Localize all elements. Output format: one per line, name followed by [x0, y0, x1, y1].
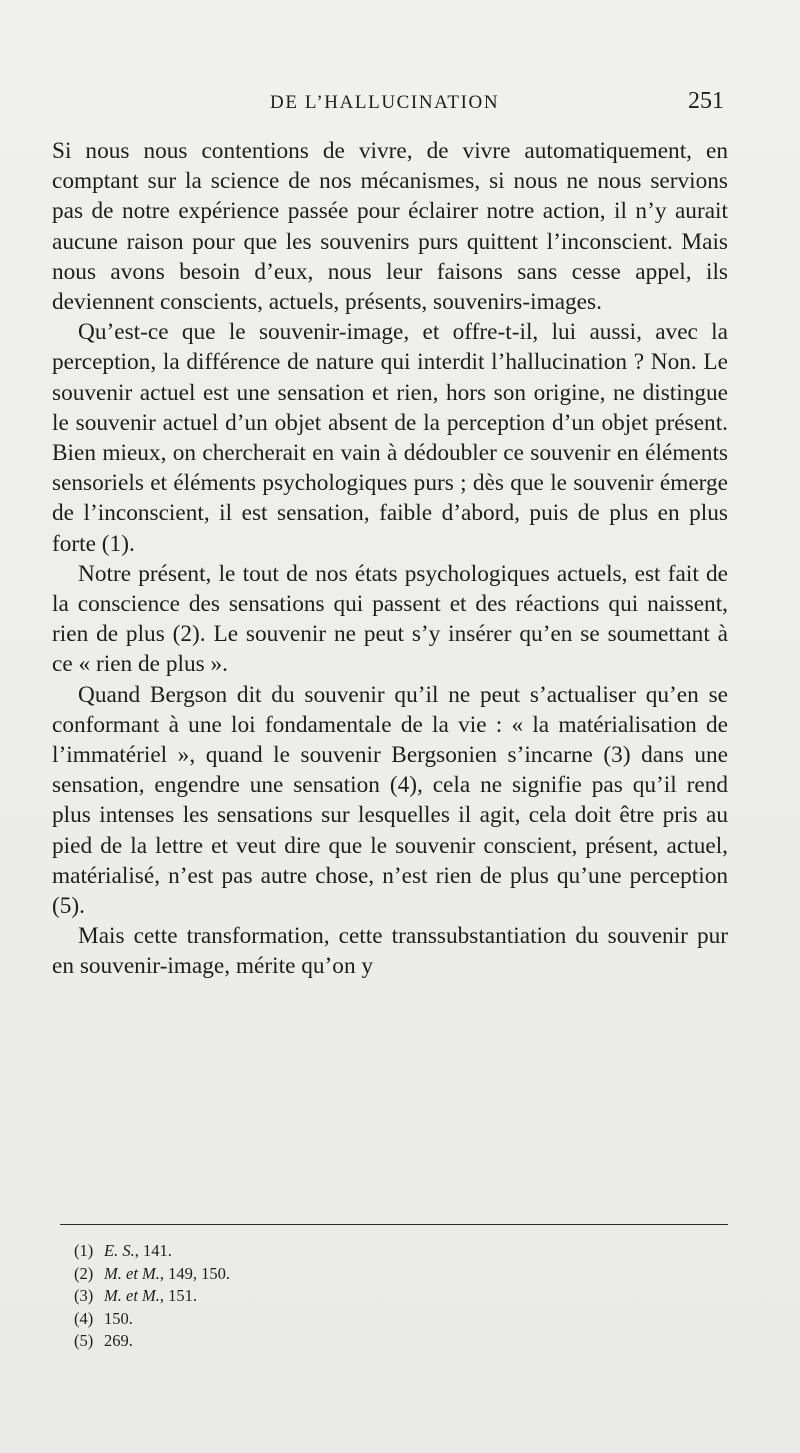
footnote-1 [74, 1240, 474, 1263]
footnote-mark: (1) [74, 1241, 94, 1260]
footnote-3 [74, 1285, 474, 1308]
footnote-text [104, 1263, 230, 1286]
page-number: 251 [688, 88, 724, 114]
footnote-mark: (5) [74, 1331, 94, 1351]
paragraph-3: Notre présent, le tout de nos états psychologiques actuels, est fait de la conscience des sensations qui passent et des réactions qui naissent, rien de plus (2). Le souvenir ne peut s’y insérer qu’en se soumettant à ce « rien de plus ». [52, 560, 728, 678]
footnote-text [104, 1240, 172, 1263]
paragraph-1: Si nous nous contentions de vivre, de vivre automatiquement, en comptant sur la science de nos mécanismes, si nous ne nous servions pas de notre expérience passée pour éclairer notre action, il n’y aurait aucune raison pour que les souvenirs purs quittent l’inconscient. Mais nous avons besoin d’eux, nous leur faisons sans cesse appel, ils deviennent conscients, actuels, présents, souvenirs-images. [52, 138, 728, 316]
paragraph-5: Mais cette transformation, cette transsubstantiation du souvenir pur en souvenir-image, mérite qu’on y [52, 923, 728, 980]
paragraph-4: Quand Bergson dit du souvenir qu’il ne peut s’actualiser qu’en se conformant à une loi fondamentale de la vie : « la matérialisation de l’immatériel », quand le souvenir Bergsonien s’incarne (3) dans une sensation, engendre une sensation (4), cela ne signifie pas qu’il rend plus intenses les sensations sur lesquelles il agit, cela doit être pris au pied de la lettre et veut dire que le souvenir conscient, présent, actuel, matérialisé, n’est pas autre chose, n’est rien de plus qu’une perception (5). [52, 681, 728, 920]
footnote-text [104, 1330, 133, 1353]
paragraph-2: Qu’est-ce que le souvenir-image, et offre-t-il, lui aussi, avec la perception, la différence de nature qui interdit l’hallucination ? Non. Le souvenir actuel est une sensation et rien, hors son origine, ne distingue le souvenir actuel d’un objet absent de la perception d’un objet présent. Bien mieux, on chercherait en vain à dédoubler ce souvenir en éléments sensoriels et éléments psychologiques purs ; dès que le souvenir émerge de l’inconscient, il est sensation, faible d’abord, puis de plus en plus forte (1). [52, 319, 728, 557]
footnote-reference: , 151. [159, 1286, 198, 1306]
footnote-5 [74, 1330, 474, 1353]
body-text [52, 136, 728, 982]
footnote-reference: , 141. [134, 1241, 172, 1260]
footnote-text [104, 1308, 133, 1331]
footnote-source: M. et M. [104, 1286, 160, 1306]
footnote-mark: (2) [74, 1263, 94, 1283]
footnote-text [104, 1285, 197, 1308]
footnote-2 [74, 1263, 474, 1286]
footnote-mark: (4) [74, 1308, 94, 1328]
footnote-source: M. et M. [104, 1263, 160, 1283]
running-head [52, 88, 728, 122]
footnote-4 [74, 1308, 474, 1331]
footnote-mark: (3) [74, 1286, 94, 1306]
footnote-rule [60, 1224, 728, 1225]
running-title: DE L’HALLUCINATION [270, 92, 500, 113]
footnote-reference: 150. [104, 1308, 133, 1328]
footnote-source: E. S. [104, 1241, 135, 1260]
footnote-reference: , 149, 150. [159, 1263, 231, 1283]
footnotes [74, 1240, 474, 1353]
footnote-reference: 269. [104, 1331, 133, 1351]
